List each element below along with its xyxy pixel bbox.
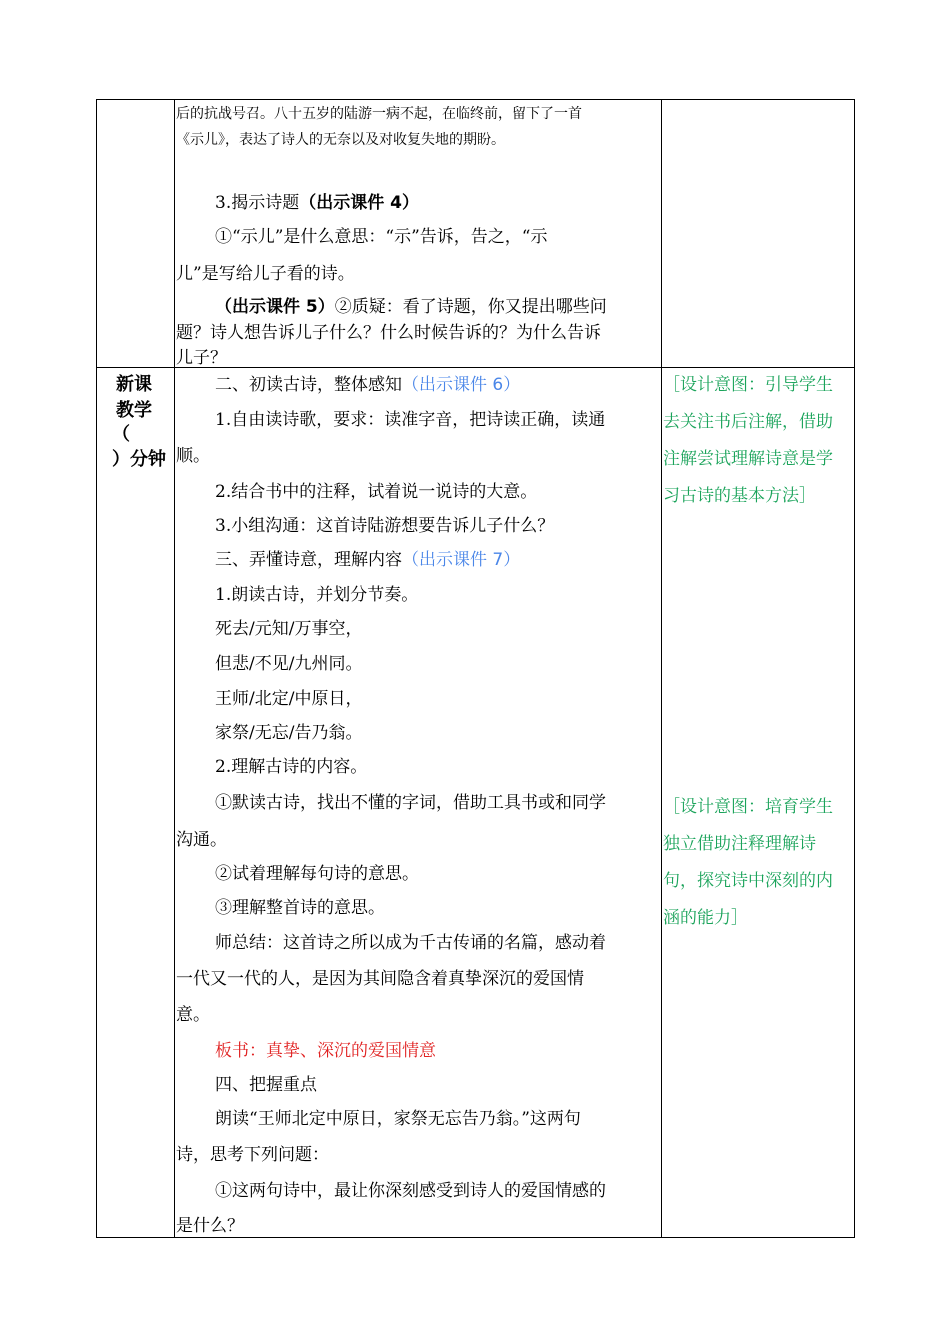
- s3-sub1-line1: ①默读古诗，找出不懂的字词，借助工具书或和同学: [215, 793, 606, 813]
- section3-title: [215, 545, 520, 570]
- s2-item1-line2: 顺。: [176, 446, 210, 466]
- s3-sub3: ③理解整首诗的意思。: [215, 898, 385, 918]
- s2-item2: 2.结合书中的注释，试着说一说诗的大意。: [215, 482, 538, 502]
- board-writing: 板书：真挚、深沉的爱国情意: [215, 1041, 436, 1061]
- s3-sub2: ②试着理解每句诗的意思。: [215, 864, 419, 884]
- section2-text: 二、初读古诗，整体感知: [215, 375, 402, 395]
- s2-item1-line1: 1.自由读诗歌，要求：读准字音，把诗读正确，读通: [215, 410, 606, 430]
- q2-line-1: [215, 292, 607, 317]
- design-note1-line4: 习古诗的基本方法］: [663, 486, 816, 506]
- s3-item2: 2.理解古诗的内容。: [215, 757, 368, 777]
- q1-line-1: ①“示儿”是什么意思：“示”告诉，告之，“示: [215, 227, 548, 247]
- summary-line-3: 意。: [176, 1005, 210, 1025]
- design-note1-line3: 注解尝试理解诗意是学: [663, 449, 833, 469]
- design-note2-line2: 独立借助注释理解诗: [663, 834, 816, 854]
- summary-line-2: 一代又一代的人，是因为其间隐含着真挚深沉的爱国情: [176, 969, 584, 989]
- section4-title: 四、把握重点: [215, 1075, 317, 1095]
- poem-line-3: 王师/北定/中原日，: [215, 689, 363, 709]
- q2-courseware: （出示课件 5）: [215, 297, 335, 317]
- design-note1-line1: ［设计意图：引导学生: [663, 375, 833, 395]
- s4-line-2: 诗，思考下列问题：: [176, 1145, 329, 1165]
- column-divider-right: [661, 100, 662, 1237]
- q2-line-3: 儿子？: [176, 348, 227, 368]
- poem-line-4: 家祭/无忘/告乃翁。: [215, 723, 363, 743]
- s4-q1-line2: 是什么？: [176, 1216, 244, 1236]
- s3-sub1-line2: 沟通。: [176, 830, 227, 850]
- section3-courseware: （出示课件 7）: [402, 550, 521, 570]
- design-note1-line2: 去关注书后注解，借助: [663, 412, 833, 432]
- label-minutes: ）分钟: [112, 449, 166, 470]
- column-divider-left: [174, 100, 175, 1237]
- design-note2-line3: 句，探究诗中深刻的内: [663, 871, 833, 891]
- step3-line: [215, 188, 419, 213]
- design-note2-line4: 涵的能力］: [663, 908, 748, 928]
- section3-text: 三、弄懂诗意，理解内容: [215, 550, 402, 570]
- q2-line-2: 题？诗人想告诉儿子什么？什么时候告诉的？为什么告诉: [176, 323, 601, 343]
- summary-line-1: 师总结：这首诗之所以成为千古传诵的名篇，感动着: [215, 933, 606, 953]
- step3-courseware: （出示课件 4）: [299, 193, 419, 213]
- poem-line-2: 但悲/不见/九州同。: [215, 654, 363, 674]
- label-paren-open: （: [112, 424, 130, 445]
- poem-line-1: 死去/元知/万事空，: [215, 619, 363, 639]
- s4-line-1: 朗读“王师北定中原日，家祭无忘告乃翁。”这两句: [215, 1109, 581, 1129]
- label-teaching: 教学: [116, 400, 152, 421]
- intro-line-2: 《示儿》，表达了诗人的无奈以及对收复失地的期盼。: [176, 132, 505, 148]
- design-note2-line1: ［设计意图：培育学生: [663, 797, 833, 817]
- intro-line-1: 后的抗战号召。八十五岁的陆游一病不起，在临终前，留下了一首: [176, 106, 582, 122]
- label-new-lesson: 新课: [116, 374, 152, 395]
- section2-courseware: （出示课件 6）: [402, 375, 521, 395]
- q2-text: ②质疑：看了诗题，你又提出哪些问: [334, 297, 607, 317]
- section2-title: [215, 370, 520, 395]
- s4-q1-line1: ①这两句诗中，最让你深刻感受到诗人的爱国情感的: [215, 1181, 606, 1201]
- q1-line-2: 儿”是写给儿子看的诗。: [176, 264, 355, 284]
- step3-text: 3.揭示诗题: [215, 193, 300, 213]
- s2-item3: 3.小组沟通：这首诗陆游想要告诉儿子什么？: [215, 516, 555, 536]
- s3-item1: 1.朗读古诗，并划分节奏。: [215, 585, 419, 605]
